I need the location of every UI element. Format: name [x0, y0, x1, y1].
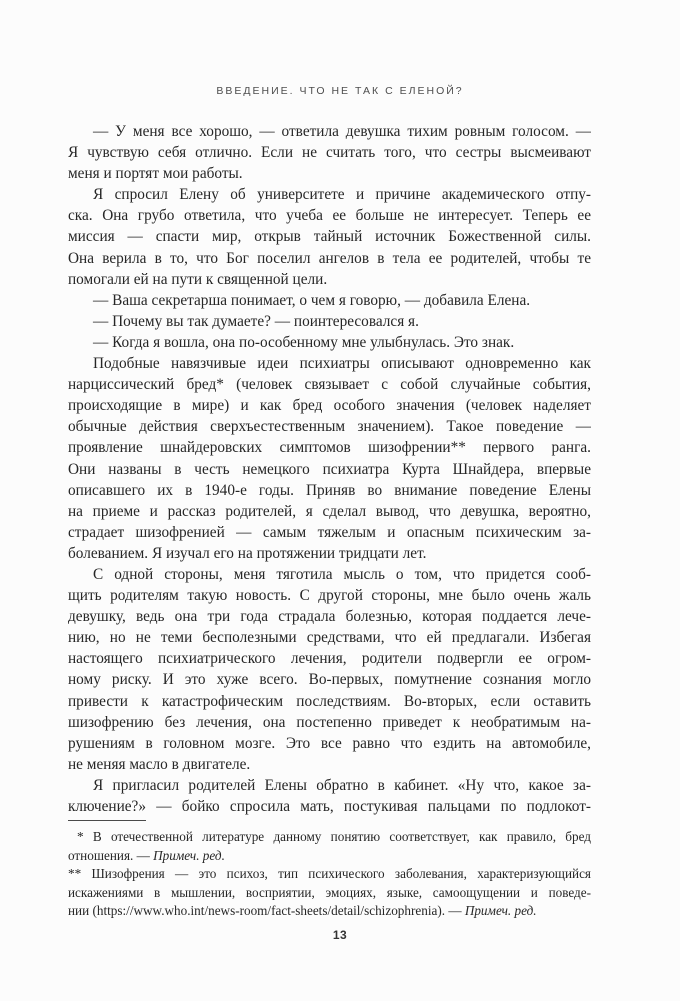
text-line: Они названы в честь немецкого психиатра Курта Шнайдера, впервые — [68, 460, 591, 478]
running-header: ВВЕДЕНИЕ. ЧТО НЕ ТАК С ЕЛЕНОЙ? — [216, 85, 464, 97]
text-segment: нии (https://www.who.int/news-room/fact-sheets/detail/schizophrenia). — — [68, 903, 465, 919]
text-line: рушениям в головном мозге. Это все равно что ездить на автомобиле, — [68, 734, 591, 752]
editor-note-label: Примеч. ред. — [153, 847, 225, 863]
text-line: ному риску. И это хуже всего. Во-первых, помутнение сознания могло — [68, 671, 591, 689]
text-line: описавшего их в 1940-е годы. Приняв во внимание поведение Елены — [68, 481, 591, 499]
text-line: щить родителям такую новость. С другой стороны, мне было очень жаль — [68, 587, 591, 605]
text-segment: отношения. — — [68, 847, 154, 863]
text-line: Я спросил Елену об университете и причине академического отпу- — [93, 186, 591, 204]
text-line: Я чувствую себя отлично. Если не считать того, что сестры высмеивают — [68, 144, 591, 162]
text-line: не меняя масло в двигателе. — [68, 755, 251, 773]
text-line: Она верила в то, что Бог поселил ангелов в тела ее родителей, чтобы те — [68, 249, 591, 267]
text-line: — Когда я вошла, она по-особенному мне улыбнулась. Это знак. — [93, 333, 515, 351]
text-line: страдает шизофренией — самым тяжелым и опасным психическим за- — [68, 523, 591, 541]
text-line: ска. Она грубо ответила, что учеба ее больше не интересует. Теперь ее — [68, 207, 591, 225]
footnote-divider — [68, 820, 146, 821]
footnotes — [68, 828, 591, 921]
text-line: девушку, ведь она три года страдала болезнью, которая поддается лече- — [68, 608, 591, 626]
text-line: на приеме и рассказ родителей, я сделал вывод, что девушка, вероятно, — [68, 502, 591, 520]
text-line — [68, 847, 591, 866]
text-line: ** Шизофрения — это психоз, тип психического заболевания, характеризующийся — [68, 866, 591, 882]
body-text — [68, 121, 591, 817]
text-line: нарциссический бред* (человек связывает с собой случайные события, — [68, 376, 591, 394]
text-line: Я пригласил родителей Елены обратно в кабинет. «Ну что, какое за- — [93, 776, 591, 794]
editor-note-label: Примеч. ред. — [464, 903, 537, 919]
text-line: привести к катастрофическим последствиям. Во-вторых, если оставить — [68, 692, 591, 710]
text-line: обычные действия сверхъестественным значением). Такое поведение — — [68, 418, 591, 436]
text-line: * В отечественной литературе данному понятию соответствует, как правило, бред — [77, 829, 591, 845]
page-number: 13 — [332, 928, 348, 943]
text-line: С одной стороны, меня тяготила мысль о том, что придется сооб- — [93, 565, 591, 583]
text-line: — Ваша секретарша понимает, о чем я говорю, — добавила Елена. — [93, 291, 531, 309]
text-line: нию, но не теми бесполезными средствами, что ей предлагали. Избегая — [68, 629, 591, 647]
text-line: Подобные навязчивые идеи психиатры описывают одновременно как — [93, 355, 591, 373]
text-line: миссия — спасти мир, открыв тайный источник Божественной силы. — [68, 228, 591, 246]
text-line: искажениями в мышлении, восприятии, эмоциях, языке, самоощущении и поведе- — [68, 884, 591, 900]
text-line: меня и портят мои работы. — [68, 165, 243, 183]
text-line: происходящие в мире) и как бред особого значения (человек наделяет — [68, 397, 591, 415]
page-footer — [0, 926, 680, 944]
text-line: ключение?» — бойко спросила мать, постукивая пальцами по подлокот- — [68, 798, 591, 815]
text-line: болеванием. Я изучал его на протяжении тридцати лет. — [68, 544, 427, 562]
text-line: помогали ей на пути к священной цели. — [68, 270, 328, 288]
text-line — [68, 902, 591, 921]
text-line: проявление шнайдеровских симптомов шизофрении** первого ранга. — [68, 439, 591, 457]
text-line: — У меня все хорошо, — ответила девушка тихим ровным голосом. — — [93, 123, 591, 140]
text-line: — Почему вы так думаете? — поинтересовался я. — [93, 312, 419, 330]
text-line: настоящего психиатрического лечения, родители подвергли ее огром- — [68, 650, 591, 668]
text-line: шизофрению без лечения, она постепенно приведет к необратимым на- — [68, 713, 591, 731]
